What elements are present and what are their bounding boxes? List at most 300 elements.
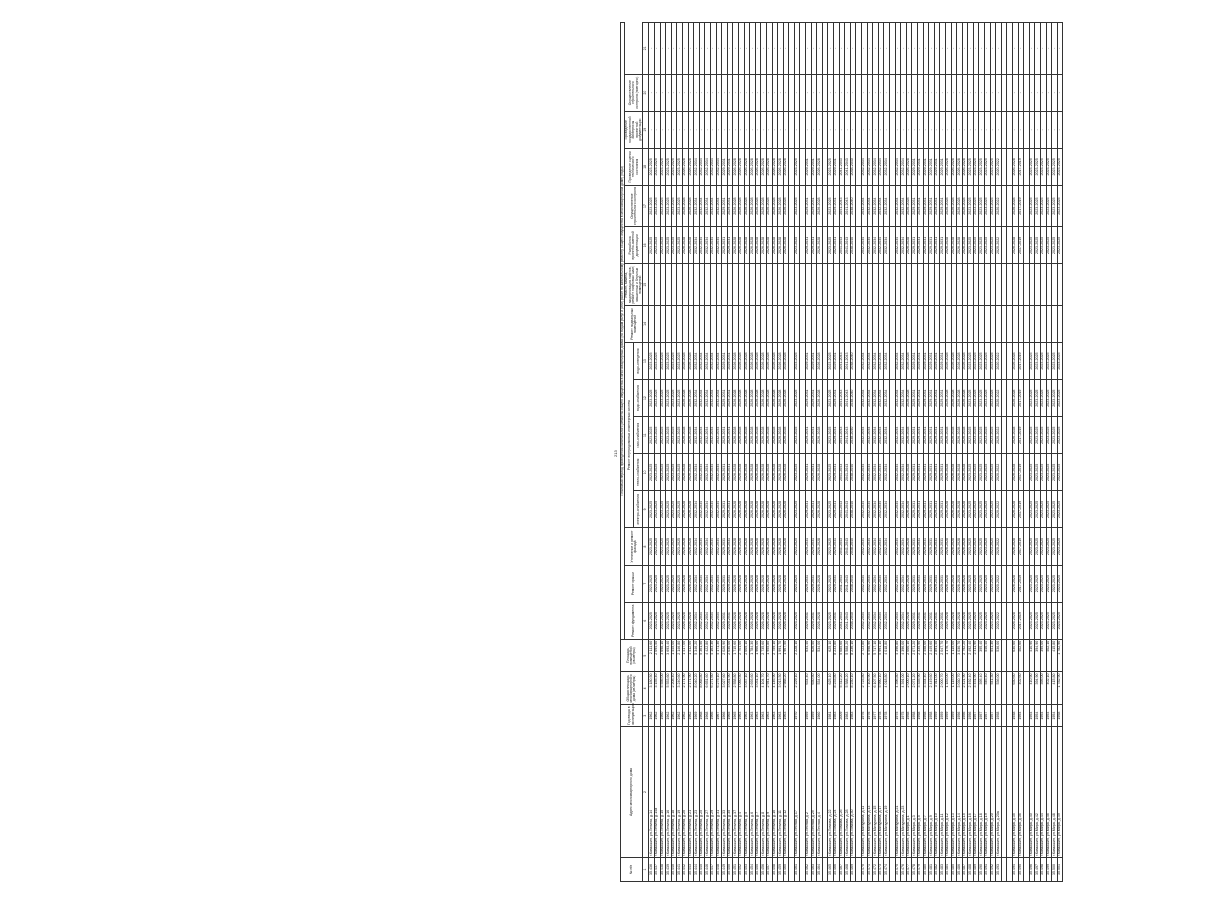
- row-period-cell: -: [996, 23, 1002, 75]
- row-period-cell: 2032-2034: [716, 565, 722, 602]
- row-total-area: 1 183,00: [945, 672, 951, 705]
- row-number: 35.449: [722, 858, 728, 882]
- row-period-cell: 2026-2028: [738, 227, 744, 264]
- row-period-cell: -: [945, 23, 951, 75]
- row-premises-area: 2 411,90: [973, 639, 979, 672]
- row-period-cell: 2023-2025: [655, 528, 661, 565]
- row-period-cell: 2023-2025: [671, 227, 677, 264]
- row-period-cell: -: [828, 23, 834, 75]
- row-period-cell: 2032-2034: [867, 185, 873, 226]
- row-period-cell: 2032-2034: [867, 491, 873, 528]
- row-period-cell: 2038-2040: [850, 148, 856, 185]
- column-index-cell: 5: [643, 639, 649, 672]
- row-period-cell: 2026-2028: [688, 454, 694, 491]
- row-period-cell: 2026-2028: [783, 343, 789, 380]
- row-total-area: 2 941,70: [766, 672, 772, 705]
- row-period-cell: 2032-2034: [884, 227, 890, 264]
- row-number: 35.492: [990, 858, 996, 882]
- row-period-cell: 2029-2031: [929, 343, 935, 380]
- column-index-cell: 2: [643, 727, 649, 858]
- row-period-cell: 2023-2025: [1035, 380, 1041, 417]
- row-period-cell: 2041-2043: [839, 343, 845, 380]
- row-period-cell: 2032-2034: [694, 491, 700, 528]
- row-period-cell: -: [761, 23, 767, 75]
- row-period-cell: -: [828, 74, 834, 111]
- row-period-cell: -: [923, 23, 929, 75]
- row-period-cell: 2023-2025: [828, 491, 834, 528]
- row-period-cell: 2023-2025: [979, 565, 985, 602]
- row-premises-area: 4 171,30: [716, 639, 722, 672]
- row-total-area: 2 449,60: [929, 672, 935, 705]
- row-period-cell: -: [1018, 74, 1024, 111]
- row-period-cell: 2023-2025: [968, 343, 974, 380]
- row-total-area: 2 000,70: [940, 672, 946, 705]
- row-period-cell: 2026-2028: [750, 185, 756, 226]
- row-total-area: 1 115,00: [951, 672, 957, 705]
- row-period-cell: 2023-2025: [985, 417, 991, 454]
- row-period-cell: 2032-2034: [884, 148, 890, 185]
- row-period-cell: -: [766, 111, 772, 148]
- row-period-cell: 2026-2028: [945, 380, 951, 417]
- row-total-area: 3 451,90: [973, 672, 979, 705]
- row-premises-area: 2 735,60: [761, 639, 767, 672]
- row-period-cell: 2023-2025: [973, 454, 979, 491]
- header-facade: Утепление и ремонт фасада: [625, 528, 643, 565]
- row-period-cell: -: [727, 111, 733, 148]
- row-period-cell: 2023-2025: [671, 454, 677, 491]
- row-period-cell: 2026-2028: [906, 185, 912, 226]
- row-period-cell: -: [783, 23, 789, 75]
- row-period-cell: 2029-2031: [811, 454, 817, 491]
- row-premises-area: 6 598,90: [867, 639, 873, 672]
- row-period-cell: 2026-2028: [750, 602, 756, 639]
- row-period-cell: 2023-2025: [677, 454, 683, 491]
- row-address: г.Камышин, ул.Мира, д.1: [906, 727, 912, 858]
- row-period-cell: 2026-2028: [778, 380, 784, 417]
- row-period-cell: 2026-2028: [683, 148, 689, 185]
- row-period-cell: 2023-2025: [649, 380, 655, 417]
- row-period-cell: 2026-2028: [738, 380, 744, 417]
- row-period-cell: -: [677, 74, 683, 111]
- row-year: 1958: [996, 705, 1002, 727]
- row-period-cell: -: [996, 74, 1002, 111]
- row-period-cell: 2023-2025: [677, 491, 683, 528]
- row-period-cell: 2026-2028: [951, 454, 957, 491]
- row-address: г.Камышин, ул.Лесная, д.4: [817, 727, 823, 858]
- row-number: 35.454: [750, 858, 756, 882]
- row-period-cell: 2026-2028: [688, 565, 694, 602]
- row-period-cell: 2032-2034: [895, 528, 901, 565]
- row-period-cell: 2026-2028: [783, 528, 789, 565]
- row-period-cell: 2032-2034: [694, 227, 700, 264]
- row-period-cell: 2029-2031: [727, 185, 733, 226]
- row-period-cell: -: [906, 111, 912, 148]
- row-premises-area: 1 967,50: [783, 639, 789, 672]
- row-period-cell: -: [912, 23, 918, 75]
- row-period-cell: 2029-2031: [917, 602, 923, 639]
- row-period-cell: 2029-2031: [722, 343, 728, 380]
- row-period-cell: 2026-2028: [761, 343, 767, 380]
- row-total-area: 3 011,00: [934, 672, 940, 705]
- row-period-cell: 2026-2028: [761, 380, 767, 417]
- row-period-cell: 2023-2025: [655, 491, 661, 528]
- row-period-cell: -: [951, 74, 957, 111]
- row-number: 35.495: [1018, 858, 1024, 882]
- row-period-cell: 2023-2025: [1029, 227, 1035, 264]
- row-address: г.Камышин, ул.Мичурина, д.11: [862, 727, 868, 858]
- row-premises-area: 1 412,00: [688, 639, 694, 672]
- row-number: 35.442: [683, 858, 689, 882]
- row-period-cell: 2032-2034: [895, 343, 901, 380]
- row-number: 35.470: [862, 858, 868, 882]
- row-premises-area: 625,10: [828, 639, 834, 672]
- row-period-cell: 2026-2028: [906, 227, 912, 264]
- header-design-docs: Разработка проектно-сметной документации: [625, 227, 643, 264]
- row-period-cell: 2026-2028: [1013, 380, 1019, 417]
- row-period-cell: -: [660, 23, 666, 75]
- row-year: 1957: [985, 705, 991, 727]
- row-period-cell: 2029-2031: [912, 602, 918, 639]
- row-total-area: 4 060,50: [738, 672, 744, 705]
- row-period-cell: 2029-2031: [806, 380, 812, 417]
- row-period-cell: -: [1046, 111, 1052, 148]
- row-period-cell: -: [839, 111, 845, 148]
- row-premises-area: 1 115,00: [951, 639, 957, 672]
- row-period-cell: 2023-2025: [1057, 185, 1063, 226]
- row-period-cell: 2026-2028: [738, 491, 744, 528]
- row-total-area: 7 103,90: [867, 672, 873, 705]
- row-period-cell: 2026-2028: [744, 417, 750, 454]
- row-period-cell: 2026-2028: [766, 227, 772, 264]
- row-period-cell: 2017-2019: [1018, 343, 1024, 380]
- row-period-cell: -: [817, 74, 823, 111]
- row-period-cell: 2029-2031: [923, 148, 929, 185]
- row-period-cell: 2026-2028: [951, 491, 957, 528]
- row-total-area: 5 588,20: [845, 672, 851, 705]
- row-total-area: 4 104,70: [761, 672, 767, 705]
- row-period-cell: 2029-2031: [806, 343, 812, 380]
- row-period-cell: 2026-2028: [778, 602, 784, 639]
- row-period-cell: -: [671, 111, 677, 148]
- row-premises-area: 1 784,30: [750, 639, 756, 672]
- row-period-cell: -: [716, 111, 722, 148]
- row-period-cell: 2023-2025: [985, 602, 991, 639]
- row-period-cell: 2032-2034: [884, 454, 890, 491]
- row-period-cell: 2029-2031: [917, 528, 923, 565]
- row-period-cell: 2032-2034: [694, 148, 700, 185]
- row-number: 35.485: [951, 858, 957, 882]
- row-total-area: 3 031,10: [755, 672, 761, 705]
- row-period-cell: 2023-2025: [1041, 227, 1047, 264]
- row-year: 1956: [957, 705, 963, 727]
- row-period-cell: -: [811, 111, 817, 148]
- row-period-cell: 2026-2028: [962, 454, 968, 491]
- row-period-cell: 2026-2028: [755, 343, 761, 380]
- row-period-cell: 2023-2025: [660, 343, 666, 380]
- repair-schedule-table: [620, 22, 1063, 882]
- row-period-cell: 2026-2028: [733, 602, 739, 639]
- row-period-cell: 2023-2025: [794, 227, 800, 264]
- row-total-area: 2 071,20: [912, 672, 918, 705]
- row-period-cell: -: [699, 74, 705, 111]
- row-period-cell: 2032-2034: [694, 454, 700, 491]
- row-period-cell: 2026-2028: [1013, 227, 1019, 264]
- row-address: г.Камышин, ул.Ленина, д.19: [677, 727, 683, 858]
- row-period-cell: 2023-2025: [968, 380, 974, 417]
- row-period-cell: 2026-2028: [783, 491, 789, 528]
- row-period-cell: 2026-2028: [951, 148, 957, 185]
- row-period-cell: 2032-2034: [878, 454, 884, 491]
- row-period-cell: 2023-2025: [1029, 454, 1035, 491]
- row-period-cell: 2023-2025: [671, 185, 677, 226]
- row-period-cell: 2026-2028: [683, 602, 689, 639]
- row-period-cell: 2026-2028: [957, 602, 963, 639]
- row-period-cell: 2026-2028: [951, 602, 957, 639]
- row-period-cell: 2026-2028: [906, 491, 912, 528]
- row-number: 35.475: [895, 858, 901, 882]
- row-period-cell: 2032-2034: [895, 227, 901, 264]
- row-period-cell: 2029-2031: [834, 185, 840, 226]
- row-period-cell: -: [666, 74, 672, 111]
- row-premises-area: 2 723,80: [862, 639, 868, 672]
- row-year: 1954: [1018, 705, 1024, 727]
- row-period-cell: 2029-2031: [727, 454, 733, 491]
- header-elevators: Ремонт, замена, модернизация лифтов, ремонт лифтовых шахт, машинных и блочных помещений: [624, 265, 643, 304]
- row-period-cell: 2023-2025: [979, 528, 985, 565]
- row-period-cell: 2029-2031: [917, 380, 923, 417]
- row-year: 1976: [862, 705, 868, 727]
- row-address: г.Камышин, ул.Мира, д.9: [929, 727, 935, 858]
- row-period-cell: 2026-2028: [750, 528, 756, 565]
- row-period-cell: 2026-2028: [962, 343, 968, 380]
- row-period-cell: 2023-2025: [828, 454, 834, 491]
- row-period-cell: 2029-2031: [923, 602, 929, 639]
- row-period-cell: 2023-2025: [828, 148, 834, 185]
- row-period-cell: 2017-2019: [1018, 417, 1024, 454]
- row-period-cell: 2026-2028: [951, 227, 957, 264]
- row-period-cell: 2041-2043: [845, 565, 851, 602]
- row-premises-area: 2 071,20: [912, 639, 918, 672]
- row-period-cell: 2029-2031: [923, 565, 929, 602]
- row-period-cell: 2032-2034: [699, 227, 705, 264]
- row-year: 1962: [649, 705, 655, 727]
- row-period-cell: 2026-2028: [738, 602, 744, 639]
- row-period-cell: -: [845, 111, 851, 148]
- row-period-cell: 2026-2028: [957, 491, 963, 528]
- row-address: г.Камышин, ул.Ленина, д.21: [688, 727, 694, 858]
- row-period-cell: -: [1029, 111, 1035, 148]
- row-period-cell: -: [990, 74, 996, 111]
- row-number: 35.441: [677, 858, 683, 882]
- header-water: водо-снабжения: [634, 380, 643, 417]
- row-period-cell: 2023-2025: [794, 528, 800, 565]
- row-period-cell: 2029-2031: [834, 380, 840, 417]
- row-period-cell: 2026-2028: [906, 380, 912, 417]
- row-period-cell: 2026-2028: [951, 343, 957, 380]
- row-period-cell: 2026-2028: [1013, 602, 1019, 639]
- row-period-cell: -: [1018, 111, 1024, 148]
- row-year: 1963: [761, 705, 767, 727]
- row-period-cell: 2026-2028: [1013, 417, 1019, 454]
- row-period-cell: 2029-2031: [934, 185, 940, 226]
- row-period-cell: 2026-2028: [945, 528, 951, 565]
- row-period-cell: 2023-2025: [649, 565, 655, 602]
- row-period-cell: -: [1029, 74, 1035, 111]
- row-period-cell: 2026-2028: [778, 565, 784, 602]
- row-period-cell: 2038-2040: [850, 185, 856, 226]
- row-period-cell: -: [738, 74, 744, 111]
- row-period-cell: -: [979, 74, 985, 111]
- row-period-cell: 2026-2028: [772, 227, 778, 264]
- row-number: 35.468: [845, 858, 851, 882]
- row-period-cell: 2023-2025: [1041, 602, 1047, 639]
- row-premises-area: 2 792,20: [962, 639, 968, 672]
- header-tech-assessment: Проведение оценки технического состояния: [625, 148, 643, 185]
- row-period-cell: 2026-2028: [733, 227, 739, 264]
- row-period-cell: -: [878, 111, 884, 148]
- row-period-cell: 2026-2028: [766, 417, 772, 454]
- row-period-cell: 2026-2028: [962, 417, 968, 454]
- row-year: 1962: [671, 705, 677, 727]
- row-period-cell: -: [873, 23, 879, 75]
- row-period-cell: -: [750, 111, 756, 148]
- row-period-cell: 2032-2034: [895, 602, 901, 639]
- row-year: 1962: [655, 705, 661, 727]
- row-period-cell: 2032-2034: [705, 185, 711, 226]
- row-period-cell: 2023-2025: [985, 227, 991, 264]
- row-period-cell: -: [834, 74, 840, 111]
- row-period-cell: 2023-2025: [1057, 565, 1063, 602]
- row-period-cell: 2026-2028: [951, 380, 957, 417]
- row-premises-area: 2 047,70: [940, 639, 946, 672]
- row-period-cell: 2029-2031: [940, 148, 946, 185]
- row-premises-area: 4 163,30: [710, 639, 716, 672]
- row-period-cell: -: [1046, 74, 1052, 111]
- row-period-cell: 2023-2025: [1029, 343, 1035, 380]
- column-index-cell: 1: [643, 858, 649, 882]
- row-period-cell: 2026-2028: [945, 602, 951, 639]
- row-period-cell: 2032-2034: [699, 491, 705, 528]
- row-period-cell: 2032-2034: [901, 343, 907, 380]
- row-period-cell: 2026-2028: [783, 417, 789, 454]
- row-total-area: 2 492,40: [968, 672, 974, 705]
- table-row: [1057, 23, 1063, 882]
- row-number: 35.461: [794, 858, 800, 882]
- row-period-cell: 2032-2034: [710, 380, 716, 417]
- row-period-cell: 2026-2028: [962, 602, 968, 639]
- row-year: 1954: [1052, 705, 1058, 727]
- row-period-cell: 2029-2031: [934, 417, 940, 454]
- row-period-cell: 2023-2025: [828, 185, 834, 226]
- row-number: 35.439: [666, 858, 672, 882]
- row-period-cell: -: [1046, 23, 1052, 75]
- row-period-cell: 2026-2028: [688, 343, 694, 380]
- row-period-cell: 2023-2025: [1035, 227, 1041, 264]
- row-period-cell: -: [884, 111, 890, 148]
- row-period-cell: 2023-2025: [1046, 565, 1052, 602]
- row-period-cell: 2020-2022: [996, 565, 1002, 602]
- row-period-cell: -: [1052, 23, 1058, 75]
- row-period-cell: 2032-2034: [884, 602, 890, 639]
- row-period-cell: -: [660, 111, 666, 148]
- row-total-area: 2 000,10: [906, 672, 912, 705]
- column-index-cell: 19: [643, 111, 649, 148]
- row-period-cell: 2041-2043: [845, 380, 851, 417]
- row-year: 1959: [934, 705, 940, 727]
- row-period-cell: 2023-2025: [1057, 491, 1063, 528]
- column-index-cell: 18: [643, 148, 649, 185]
- row-period-cell: 2026-2028: [744, 602, 750, 639]
- row-period-cell: -: [973, 74, 979, 111]
- row-total-area: 8 068,80: [699, 672, 705, 705]
- row-period-cell: 2026-2028: [738, 148, 744, 185]
- row-period-cell: 2023-2025: [990, 148, 996, 185]
- row-period-cell: 2032-2034: [901, 491, 907, 528]
- row-period-cell: 2026-2028: [1013, 565, 1019, 602]
- row-year: 1981: [828, 705, 834, 727]
- row-total-area: 3 180,50: [649, 672, 655, 705]
- row-period-cell: 2032-2034: [862, 227, 868, 264]
- row-premises-area: 5 361,50: [699, 639, 705, 672]
- row-period-cell: 2023-2025: [990, 343, 996, 380]
- row-period-cell: 2023-2025: [1052, 565, 1058, 602]
- row-period-cell: -: [923, 111, 929, 148]
- row-period-cell: 2026-2028: [738, 454, 744, 491]
- row-year: 1963: [783, 705, 789, 727]
- row-premises-area: 5 685,60: [839, 639, 845, 672]
- row-premises-area: 626,50: [811, 639, 817, 672]
- row-period-cell: 2023-2025: [1057, 343, 1063, 380]
- row-period-cell: 2038-2040: [850, 417, 856, 454]
- row-period-cell: 2032-2034: [710, 148, 716, 185]
- row-period-cell: -: [940, 23, 946, 75]
- row-period-cell: 2029-2031: [934, 380, 940, 417]
- row-period-cell: 2023-2025: [979, 380, 985, 417]
- row-period-cell: 2026-2028: [817, 417, 823, 454]
- row-period-cell: 2026-2028: [738, 417, 744, 454]
- row-year: 1963: [750, 705, 756, 727]
- row-period-cell: 2023-2025: [677, 227, 683, 264]
- row-period-cell: 2032-2034: [694, 417, 700, 454]
- row-period-cell: 2032-2034: [705, 343, 711, 380]
- row-period-cell: 2026-2028: [755, 528, 761, 565]
- column-index-cell: 6: [643, 602, 649, 639]
- row-period-cell: 2029-2031: [923, 227, 929, 264]
- row-period-cell: 2023-2025: [666, 185, 672, 226]
- row-total-area: 3 334,40: [923, 672, 929, 705]
- row-period-cell: 2041-2043: [839, 454, 845, 491]
- row-address: г.Камышин, ул.Мира, д.46: [1046, 727, 1052, 858]
- row-period-cell: 2026-2028: [755, 491, 761, 528]
- row-period-cell: 2023-2025: [985, 565, 991, 602]
- row-period-cell: 2023-2025: [1046, 227, 1052, 264]
- row-period-cell: 2023-2025: [968, 148, 974, 185]
- row-period-cell: 2032-2034: [901, 227, 907, 264]
- row-address: г.Камышин, ул.Ленина, д.25: [699, 727, 705, 858]
- row-period-cell: 2032-2034: [884, 565, 890, 602]
- row-period-cell: 2029-2031: [934, 565, 940, 602]
- row-period-cell: 2023-2025: [677, 417, 683, 454]
- row-period-cell: 2026-2028: [957, 454, 963, 491]
- row-period-cell: 2023-2025: [677, 565, 683, 602]
- row-period-cell: 2032-2034: [716, 491, 722, 528]
- row-period-cell: -: [917, 74, 923, 111]
- row-period-cell: 2026-2028: [744, 148, 750, 185]
- row-period-cell: 2026-2028: [951, 528, 957, 565]
- row-period-cell: 2023-2025: [973, 417, 979, 454]
- row-period-cell: 2026-2028: [766, 454, 772, 491]
- row-number: 35.487: [962, 858, 968, 882]
